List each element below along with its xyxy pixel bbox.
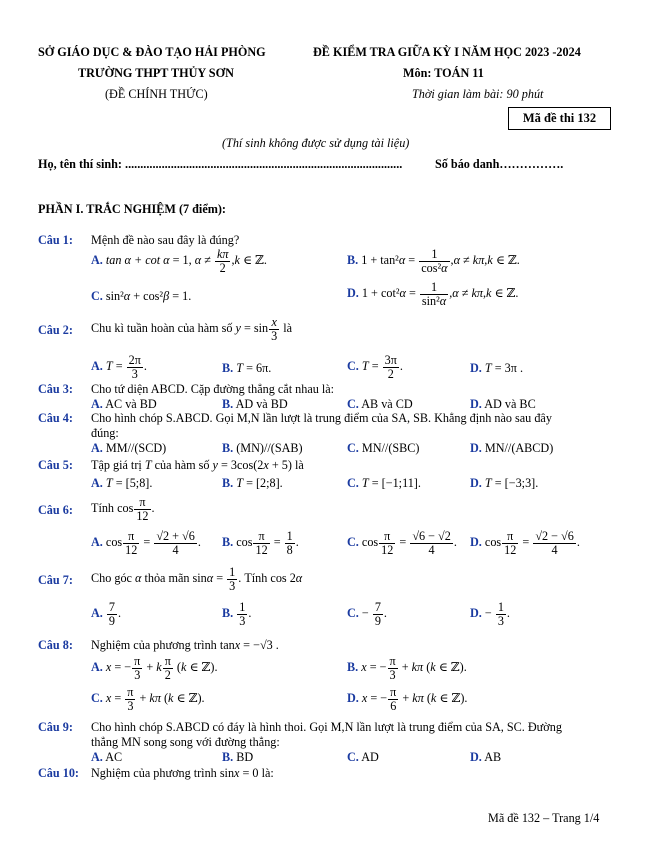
answer-option: C. − $\frac{7}{9}$ .	[347, 600, 387, 628]
answer-option: B. BD	[222, 750, 254, 764]
answer-option: A. AC	[91, 750, 123, 764]
answer-option: C. AB và CD	[347, 397, 413, 411]
question-number: Câu 5:	[38, 458, 73, 472]
answer-option: A. T = [5;8].	[91, 476, 153, 490]
question-text-cont: thẳng MN song song với đường thẳng:	[91, 735, 280, 749]
question-number: Câu 7:	[38, 573, 73, 587]
candidate-name-label: Họ, tên thí sinh: ...........................................................................................	[38, 157, 403, 171]
page-footer: Mã đề 132 – Trang 1/4	[488, 811, 600, 825]
candidate-id-label: Số báo danh…………….	[435, 157, 564, 171]
time-limit: Thời gian làm bài: 90 phút	[412, 87, 544, 101]
exam-code-box: Mã đề thi 132	[508, 107, 611, 130]
question-text: Cho hình chóp S.ABCD có đáy là hình thoi. Gọi M,N lần lượt là trung điểm của SA, SC. Đường	[91, 720, 562, 734]
answer-option: D. 1 + cot²α = $\frac{1}{\text{sin²α}}$ ,α ≠ kπ,k ∈ ℤ.	[347, 280, 519, 308]
question-number: Câu 4:	[38, 411, 73, 425]
answer-option: B. cos $\frac{\pi}{12}$ = $\frac{1}{8}$ .	[222, 529, 299, 557]
answer-option: D. x = − $\frac{\pi}{6}$ + kπ (k ∈ ℤ).	[347, 685, 468, 713]
school-name: TRƯỜNG THPT THỦY SƠN	[78, 66, 234, 80]
question-text: Cho hình chóp S.ABCD. Gọi M,N lần lượt là trung điểm của SA, SB. Khẳng định nào sau đây	[91, 411, 552, 425]
answer-option: D. AD và BC	[470, 397, 536, 411]
answer-option: A. $\frac{7}{9}$ .	[91, 600, 122, 628]
question-text: Tính cos $\frac{\pi}{12}$ .	[91, 495, 155, 523]
answer-option: B. 1 + tan²α = $\frac{1}{\text{cos²α}}$ ,α ≠ kπ,k ∈ ℤ.	[347, 247, 520, 275]
answer-option: D. AB	[470, 750, 502, 764]
question-number: Câu 1:	[38, 233, 73, 247]
answer-option: B. AD và BD	[222, 397, 288, 411]
answer-option: C. AD	[347, 750, 379, 764]
answer-option: B. T = [2;8].	[222, 476, 283, 490]
exam-title: ĐỀ KIỂM TRA GIỮA KỲ I NĂM HỌC 2023 -2024	[313, 45, 581, 59]
subject: Môn: TOÁN 11	[403, 66, 484, 80]
question-text: Chu kì tuần hoàn của hàm số y = sin $\frac{x}{3}$ là	[91, 315, 293, 343]
answer-option: A. T = $\frac{2\pi}{3}$ .	[91, 353, 147, 381]
answer-option: D. MN//(ABCD)	[470, 441, 554, 455]
answer-option: A. tan α + cot α = 1, α ≠ $\frac{k\pi}{2}$ ,k ∈ ℤ.	[91, 247, 267, 275]
answer-option: C. x = $\frac{\pi}{3}$ + kπ (k ∈ ℤ).	[91, 685, 205, 713]
answer-option: C. T = [−1;11].	[347, 476, 421, 490]
answer-option: D. T = 3π .	[470, 361, 523, 375]
question-number: Câu 9:	[38, 720, 73, 734]
question-text: Cho tứ diện ABCD. Cặp đường thẳng cắt nhau là:	[91, 382, 335, 396]
answer-option: B. $\frac{1}{3}$ .	[222, 600, 252, 628]
question-number: Câu 2:	[38, 323, 73, 337]
question-text: Cho góc α thỏa mãn sinα = $\frac{1}{3}$ . Tính cos 2α	[91, 565, 303, 593]
answer-option: A. AC và BD	[91, 397, 157, 411]
section-title: PHẦN I. TRẮC NGHIỆM (7 điểm):	[38, 202, 226, 216]
answer-option: A. MM//(SCD)	[91, 441, 167, 455]
question-text: Nghiệm của phương trình tanx = −√3 .	[91, 638, 279, 652]
question-number: Câu 8:	[38, 638, 73, 652]
department-name: SỞ GIÁO DỤC & ĐÀO TẠO HẢI PHÒNG	[38, 45, 266, 59]
answer-option: A. x = − $\frac{\pi}{3}$ + k $\frac{\pi}{2}$ (k ∈ ℤ).	[91, 654, 218, 682]
question-text: Tập giá trị T của hàm số y = 3cos(2x + 5) là	[91, 458, 304, 472]
question-number: Câu 10:	[38, 766, 79, 780]
answer-option: B. T = 6π.	[222, 361, 272, 375]
question-text-cont: đúng:	[91, 426, 119, 440]
answer-option: B. (MN)//(SAB)	[222, 441, 303, 455]
answer-option: D. cos $\frac{\pi}{12}$ = $\frac{√2 - √6}{4}$ .	[470, 529, 580, 557]
answer-option: C. T = $\frac{3\pi}{2}$ .	[347, 353, 403, 381]
answer-option: B. x = − $\frac{\pi}{3}$ + kπ (k ∈ ℤ).	[347, 654, 467, 682]
question-number: Câu 6:	[38, 503, 73, 517]
question-text: Nghiệm của phương trình sinx = 0 là:	[91, 766, 274, 780]
answer-option: D. T = [−3;3].	[470, 476, 539, 490]
answer-option: A. cos $\frac{\pi}{12}$ = $\frac{√2 + √6}{4}$ .	[91, 529, 201, 557]
official-label: (ĐỀ CHÍNH THỨC)	[105, 87, 208, 101]
answer-option: C. sin²α + cos²β = 1.	[91, 289, 192, 303]
answer-option: C. cos $\frac{\pi}{12}$ = $\frac{√6 - √2}{4}$ .	[347, 529, 457, 557]
answer-option: C. MN//(SBC)	[347, 441, 420, 455]
question-number: Câu 3:	[38, 382, 73, 396]
notice: (Thí sinh không được sử dụng tài liệu)	[222, 136, 410, 150]
question-text: Mệnh đề nào sau đây là đúng?	[91, 233, 240, 247]
answer-option: D. − $\frac{1}{3}$ .	[470, 600, 510, 628]
